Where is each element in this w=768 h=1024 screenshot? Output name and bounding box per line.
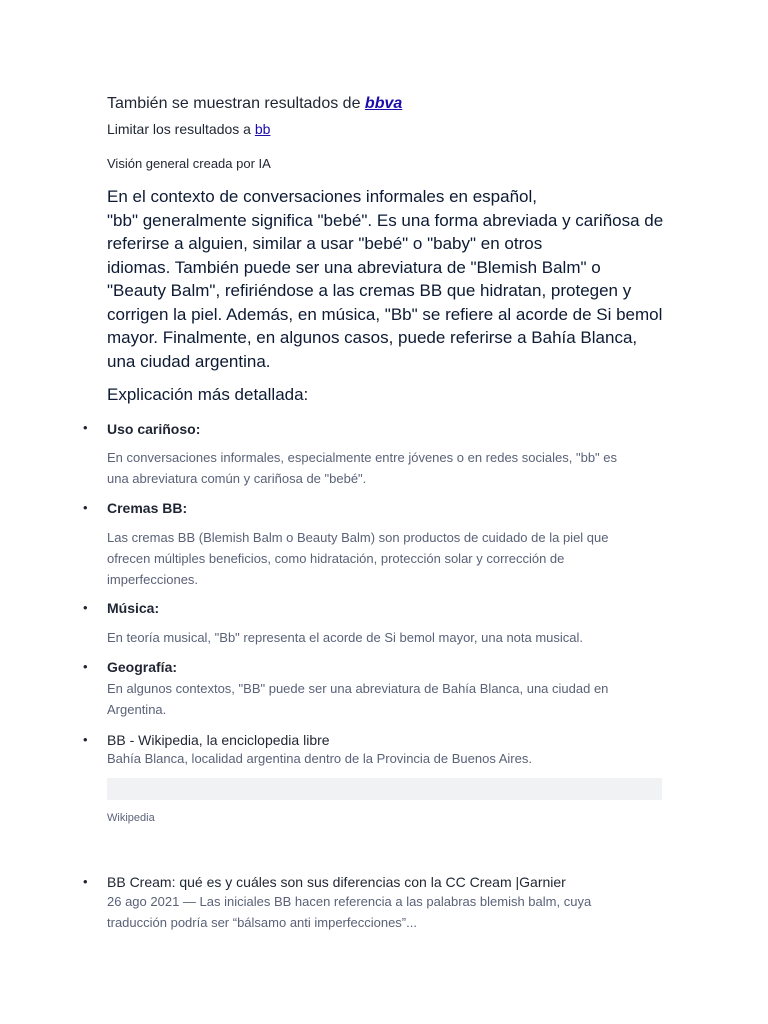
summary-line: "bb" generalmente significa "bebé". Es una forma abreviada y cariñosa de bbox=[107, 210, 664, 230]
item-text-line: una abreviatura común y cariñosa de "bebé". bbox=[107, 471, 367, 486]
summary-line: corrigen la piel. Además, en música, "Bb" se refiere al acorde de Si bemol bbox=[107, 304, 663, 324]
garnier-result-link[interactable]: BB Cream: qué es y cuáles son sus diferencias con la CC Cream |Garnier bbox=[107, 874, 566, 890]
snippet-line: 26 ago 2021 — Las iniciales BB hacen referencia a las palabras blemish balm, cuya bbox=[107, 894, 592, 909]
summary-line: En el contexto de conversaciones informales en español, bbox=[107, 187, 537, 206]
item-text-line: imperfecciones. bbox=[107, 572, 199, 587]
garnier-result-snippet bbox=[107, 891, 591, 933]
snippet-line: Bahía Blanca, localidad argentina dentro de la Provincia de Buenos Aires. bbox=[107, 751, 532, 766]
item-title-cremas-bb: Cremas BB: bbox=[107, 500, 188, 516]
ai-overview-summary bbox=[107, 185, 667, 373]
wikipedia-result-snippet bbox=[107, 748, 532, 769]
item-title-musica: Música: bbox=[107, 600, 160, 616]
summary-line: referirse a alguien, similar a usar "bebé" o "baby" en otros bbox=[107, 234, 543, 253]
bbva-results-link[interactable]: bbva bbox=[364, 95, 403, 112]
summary-line: mayor. Finalmente, en algunos casos, puede referirse a Bahía Blanca, bbox=[107, 328, 638, 347]
limit-results bbox=[107, 121, 270, 137]
bullet-icon: • bbox=[83, 600, 88, 615]
also-showing-results bbox=[107, 95, 402, 113]
bullet-icon: • bbox=[83, 420, 88, 435]
summary-line: idiomas. También puede ser una abreviatura de "Blemish Balm" o bbox=[107, 257, 601, 277]
item-text-line: Las cremas BB (Blemish Balm o Beauty Balm) son productos de cuidado de la piel que bbox=[107, 530, 609, 545]
item-text-cremas-bb bbox=[107, 527, 608, 590]
wikipedia-source-label[interactable]: Wikipedia bbox=[107, 812, 155, 824]
item-text-geografia bbox=[107, 678, 608, 720]
bullet-icon: • bbox=[83, 659, 88, 674]
ai-overview-label: Visión general creada por IA bbox=[107, 156, 271, 171]
item-title-uso-carinoso: Uso cariñoso: bbox=[107, 421, 201, 437]
summary-line: una ciudad argentina. bbox=[107, 351, 271, 371]
snippet-line: traducción podría ser “bálsamo anti imperfecciones”... bbox=[107, 915, 417, 930]
limit-results-prefix: Limitar los resultados a bbox=[107, 121, 255, 137]
item-text-line: ofrecen múltiples beneficios, como hidratación, protección solar y corrección de bbox=[107, 551, 565, 566]
item-title-geografia: Geografía: bbox=[107, 659, 178, 675]
item-text-uso-carinoso bbox=[107, 447, 617, 489]
bullet-icon: • bbox=[83, 500, 88, 515]
result-preview-placeholder bbox=[107, 778, 662, 800]
item-text-line: Argentina. bbox=[107, 702, 167, 717]
bullet-icon: • bbox=[83, 732, 88, 747]
item-text-musica bbox=[107, 627, 583, 648]
item-text-line: En algunos contextos, "BB" puede ser una abreviatura de Bahía Blanca, una ciudad en bbox=[107, 681, 609, 696]
detail-heading: Explicación más detallada: bbox=[107, 385, 309, 404]
also-showing-prefix: También se muestran resultados de bbox=[107, 95, 365, 112]
summary-line: "Beauty Balm", refiriéndose a las cremas BB que hidratan, protegen y bbox=[107, 281, 632, 300]
item-text-line: En conversaciones informales, especialmente entre jóvenes o en redes sociales, "bb" es bbox=[107, 450, 618, 465]
item-text-line: En teoría musical, "Bb" representa el acorde de Si bemol mayor, una nota musical. bbox=[107, 630, 584, 645]
wikipedia-result-link[interactable]: BB - Wikipedia, la enciclopedia libre bbox=[107, 732, 330, 748]
bb-results-link[interactable]: bb bbox=[254, 121, 271, 137]
bullet-icon: • bbox=[83, 874, 88, 889]
